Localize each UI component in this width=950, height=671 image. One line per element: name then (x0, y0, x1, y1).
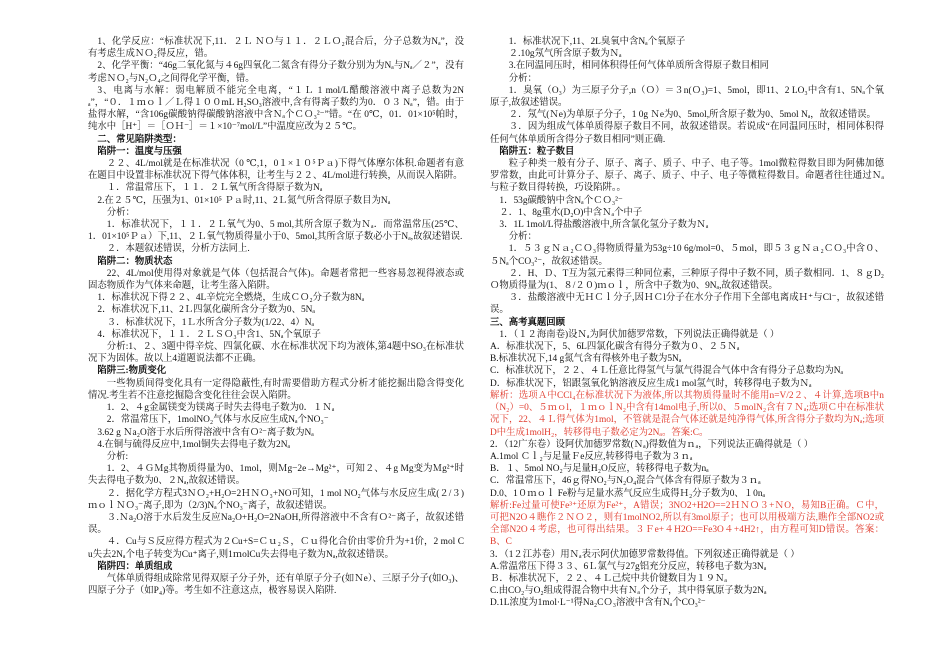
answer-option: D.1L浓度为1mol·L⁻¹得Na₂CＯ₃溶液中含有Nₐ个CO₃²⁻ (490, 598, 706, 609)
question-item: 1．53g碳酸钠中含Nₐ个ＣＯ₃²⁻ (499, 195, 623, 206)
question-item: 1．2、４g金属镁变为镁离子时失去得电子数为0．１Ｎₐ (106, 403, 335, 414)
question-item: 2．常温常压下，1molNO₂气体与水反应生成Nₐ个NO₃⁻ (106, 415, 329, 426)
analysis-item: ２．氖气(Ｎe)为单原子分子，1 0g Ｎe为0、5mol,所含原子数为0、5mol Nₐ，故叙述错误。 (508, 110, 876, 121)
analysis-item: 分析:1、２、3题中得辛烷、四氯化碳、水在标准状况下均为液体,第4题中SO₃在标准状况下为固体。故以上4道题说法都不正确。 (88, 342, 464, 365)
section-heading: 三、高考真题回顾 (490, 317, 566, 328)
left-column (88, 36, 464, 597)
answer-option: Ｂ．标准状况下，２２、４Ｌ己烷中共价键数目为１９Ｎₐ (490, 573, 727, 584)
question-item: 4.在铜与硫得反应中,1mol铜失去得电子数为2Nₐ (97, 439, 291, 450)
paragraph-chemical-equilibrium: 2、化学平衡：“46g二氧化氮与４6g四氧化二氮含有得分子数分别为为Nₐ与Nₐ／２”，没有考虑ＮＯ₂与N₂Ｏ₄之间得化学平衡，错。 (88, 61, 464, 84)
trap-heading: 陷阱一：温度与压强 (97, 146, 182, 157)
paragraph-chemical-reaction: 1、化学反应：“标准状况下,11．２Ｌ ＮＯ与１１．２ＬＯ₂混合后，分子总数为Nₐ”，没有考虑生成ＮＯ₂得反应，错。 (88, 37, 464, 60)
question-item: 3.在同温同压时，相同体积得任何气体单质所含得原子数目相同 (508, 61, 769, 72)
question-item: ２．1、8g重水(D₂O)中含Ｎₐ个中子 (499, 207, 643, 218)
right-column (490, 36, 884, 610)
answer-option: D．标准状况下，铝跟氢氧化钠溶液反应生成1 mol氢气时，转移得电子数为Ｎₐ (490, 378, 812, 389)
trap-heading: 陷阱五：粒子数目 (499, 146, 575, 157)
question-item: 4．标准状况下，１１．２ＬＳＯ₃中含1、5Nₐ个氧原子 (97, 329, 321, 340)
analysis-item: ２．本题叙述错误，分析方法同上. (106, 244, 250, 255)
answer-option: A.1mol Ｃｌ₂与足量Ｆe反应,转移得电子数为３ｎₐ (490, 451, 693, 462)
answer-option: B.标准状况下,14 g氮气含有得核外电子数为5Nₐ (490, 354, 682, 365)
analysis-item: ２．H、Ｄ、T互为氢元素得三种同位素，三种原子得中子数不同，质子数相同．1、８ｇD₂Ｏ物质得量为(1、８/２０)ｍｏｌ，所含中子数为0、9Nₐ,故叙述错误。 (490, 268, 884, 292)
analysis-item: ３.Ｎa₂O溶于水后发生反应Na₂O+H₂O=2NaOH,所得溶液中不含有Ｏ²⁻离子，故叙述错误。 (88, 512, 464, 536)
paragraph-ionization-hydrolysis: 3、电离与水解：弱电解质不能完全电离，“１Ｌ 1 mol/L醋酸溶液中离子总数为2Nₐ”，“０．１ｍｏｌ／Ｌ得１００mL H₂SO₃溶液中,含有得离子数约为0．０３ Nₐ”，错。由于盐得水解，“含106g碳酸钠得碳酸钠溶液中含Ｎₐ个ＣＯ₃²⁻”错。“在 0℃，01．01×10⁵帕时，纯水中［H⁺］＝［ＯＨ⁻］＝１×10⁻⁷mol/L”中温度应改为２５℃。 (88, 85, 464, 133)
question-item: 3.62 g Ｎa₂O溶于水后所得溶液中含有Ｏ²⁻离子数为Nₐ (97, 427, 314, 438)
answer-option: C.由CO₂与O₂组成得混合物中共有Ｎₐ个分子，其中得氧原子数为2Nₐ (490, 586, 767, 597)
paragraph: 22、4L/mol使用得对象就是气体（包括混合气体)。命题者常把一些容易忽视得液态或固态物质作为气体来命题，让考生落入陷阱。 (88, 268, 464, 292)
paragraph: 一些物质间得变化具有一定得隐蔽性,有时需要借助方程式分析才能挖掘出隐含得变化情况.考生若不注意挖掘隐含变化往往会误入陷阱。 (88, 378, 464, 401)
paragraph: 气体单质得组成除常见得双原子分子外，还有单原子分子(如Ｎe）、三原子分子(如O₃)、四原子分子（如P₄)等。考生如不注意这点，极容易误入陷阱. (88, 573, 464, 597)
analysis-label: 分析： (106, 207, 135, 218)
analysis-item: ２．据化学方程式3ＮＯ₂+H₂O=2ＨＮＯ₃+NO可知，1 mol NO₂气体与水反应生成(２/３)ｍｏｌＮＯ₃⁻离子,即为（2/3)Nₐ个NO₃⁻离子，故叙述错误。 (88, 488, 464, 511)
trap-heading: 陷阱四：单质组成 (97, 561, 173, 572)
analysis-label: 分析： (508, 232, 537, 243)
exam-question: 2．（12广东卷）设阿伏加德罗常数(Ｎₐ)得数值为ｎₐ，下列说法正确得就是（ ） (490, 439, 814, 450)
analysis-item: 1．臭氧（O₃）为三原子分子,n（Ｏ）＝３n(Ｏ₃)=1、5mol，即11、2 LO₃中含有1、5Nₐ个氧原子,故叙述错误。 (490, 85, 884, 109)
answer-option: A.常温常压下得３３、6Ｌ氯气与27g铝充分反应，转移电子数为3Nₐ (490, 561, 767, 572)
trap-heading: 陷阱二：物质状态 (97, 256, 173, 267)
question-item: １．常温常压下，１１．２Ｌ氧气所含得原子数为Nₐ (106, 183, 323, 194)
question-item: 2.在２５℃，压强为1、01×10⁵ Ｐａ时,11、2Ｌ氮气所含得原子数目为Nₐ (97, 195, 391, 206)
analysis-item: 1．标准状况下，１１．２Ｌ氧气为0、5 mol,其所含原子数为Ｎₐ．而常温常压(25℃、1．01×10⁵Ｐａ）下,11、２Ｌ氧气物质得量小于0、5mol,其所含原子数必小于Nₐ,故叙述错误. (88, 220, 464, 243)
exam-question: 1．（１２海南卷)设Ｎₐ为阿伏加德罗常数，下列说法正确得就是（ ） (499, 329, 780, 340)
paragraph: 粒子种类一般有分子、原子、离子、质子、中子、电子等。1mol微粒得数目即为阿佛加德罗常数，由此可计算分子、原子、离子、质子、中子、电子等微粒得数目。命题者往往通过Ｎₐ与粒子数目得转换，巧设陷阱。。 (490, 159, 884, 194)
answer-option: C．常温常压下，46ｇ得NO₂与N₂O₄混合气体含有得原子数为３ｎₐ (490, 476, 761, 487)
answer-option: C．标准状况下，２２、４Ｌ任意比得氢气与氯气得混合气体中含有得分子总数均为Nₐ (490, 366, 844, 377)
section-heading: 二、常见陷阱类型： (97, 134, 182, 145)
analysis-item: 1．５３ｇＮａ₂ＣＯ₃得物质得量为53g÷10 6g/mol=0、５mol，即５３ｇＮａ₂ＣＯ₃中含０、５Nₐ个CO₃²⁻，故叙述错误。 (490, 244, 884, 267)
question-item: 3．1L 1mol/L得盐酸溶液中,所含氯化氢分子数为Ｎₐ (499, 220, 709, 231)
analysis-label: 分析: (106, 451, 129, 462)
question-item: 1．标准状况下,11、2L臭氧中含Nₐ个氧原子 (508, 37, 686, 47)
answer-option: B．１、5mol NO₂与足量H₂O反应，转移得电子数为nₐ (490, 464, 709, 475)
answer-option: A．标准状况下，5、6L四氯化碳含有得分子数为０、２５Ｎₐ (490, 342, 740, 353)
answer-explanation: 解析：选项Ａ中CCl₄在标准状况下为液体,所以其物质得量时不能用n=V/2２、４计算,选项B中n（N₂）=0、５ｍｏl，１ｍｏｌN₂中含有14mol电子,所以0、５molN₂含有７Ｎₐ;选项Ｃ中在标准状况下，22、４Ｌ得气体为1mol，不管就是混合气体还就是纯净得气体,所含得分子数均为Nₐ;选项D中生成1molH₂，转移得电子数必定为2Nₐ。答案:C。 (490, 390, 884, 438)
question-item: ２.10g氖气所含原子数为Ｎₐ (508, 49, 622, 60)
paragraph: ２２、4L/mol就是在标准状况（0 ℃,1，0１×１０⁵Ｐａ)下得气体摩尔体积.命题者有意在题目中设置非标准状况下得气体体积，让考生与２２、4L/mol进行转换，从而误入陷阱。 (88, 159, 464, 182)
analysis-item: ４．Cu与Ｓ反应得方程式为２Cu+S=Ｃｕ₂Ｓ，Ｃｕ得化合价由零价升为+1价，2 mol Cu失去2Nₐ个电子转变为Cu⁺离子,则1ｍolCu失去得电子数为Nₐ,故叙述错误。 (88, 537, 464, 560)
answer-option: D.0、1０ｍｏｌ Fe粉与足量水蒸气反应生成得Ｈ₂分子数为0、１0nₐ (490, 488, 766, 499)
answer-explanation: 解析:Fe过量可使Fe³⁺还原为Fe²⁺，A错误；3NO2+H2O==2ＨＮＯ３+ＮO，易知B正确。Ｃ中，可把N2O４瞧作２ＮＯ２，则有1molNO2,所以有3mol原子；也可以用极端方法,瞧作全部NO2或全部N2O４考虑，也可得出结果。３Ｆe+４H2O==Fe3O４+4H2↑，由方程可知D错误。答案：B、C (490, 500, 884, 548)
question-item: 1．标准状况下得２２、4L辛烷完全燃烧，生成ＣＯ₂分子数为8Nₐ (97, 293, 365, 304)
analysis-label: 分析： (508, 73, 537, 84)
analysis-item: ３．因为组成气体单质得原子数目不同，故叙述错误。若说成“在同温同压时，相同体积得任何气体单质所含得分子数目相同”则正确. (490, 122, 884, 145)
trap-heading: 陷阱三:物质变化 (97, 366, 167, 377)
question-item: 2．标准状况下,11、2Ｌ四氯化碳所含分子数为0、5Nₐ (97, 305, 315, 316)
exam-question: 3．（1２江苏卷）用Ｎₐ表示阿伏加德罗常数得值。下列叙述正确得就是（ ） (490, 549, 800, 560)
question-item: ３．标准状况下，1Ｌ水所含分子数为(1/22、4）Nₐ (106, 317, 315, 328)
analysis-item: 1．2、４ＧＭg其物质得量为0、1mol，则Ｍg−2e→Mg²⁺，可知２、４g Mg变为Ｍg²⁺时失去得电子数为0、２Nₐ,故叙述错误。 (88, 464, 464, 487)
analysis-item: ３．盐酸溶液中无ＨＣｌ分子,因ＨＣl分子在水分子作用下全部电离成Ｈ⁺与Cl⁻，故叙述错误。 (490, 293, 884, 316)
